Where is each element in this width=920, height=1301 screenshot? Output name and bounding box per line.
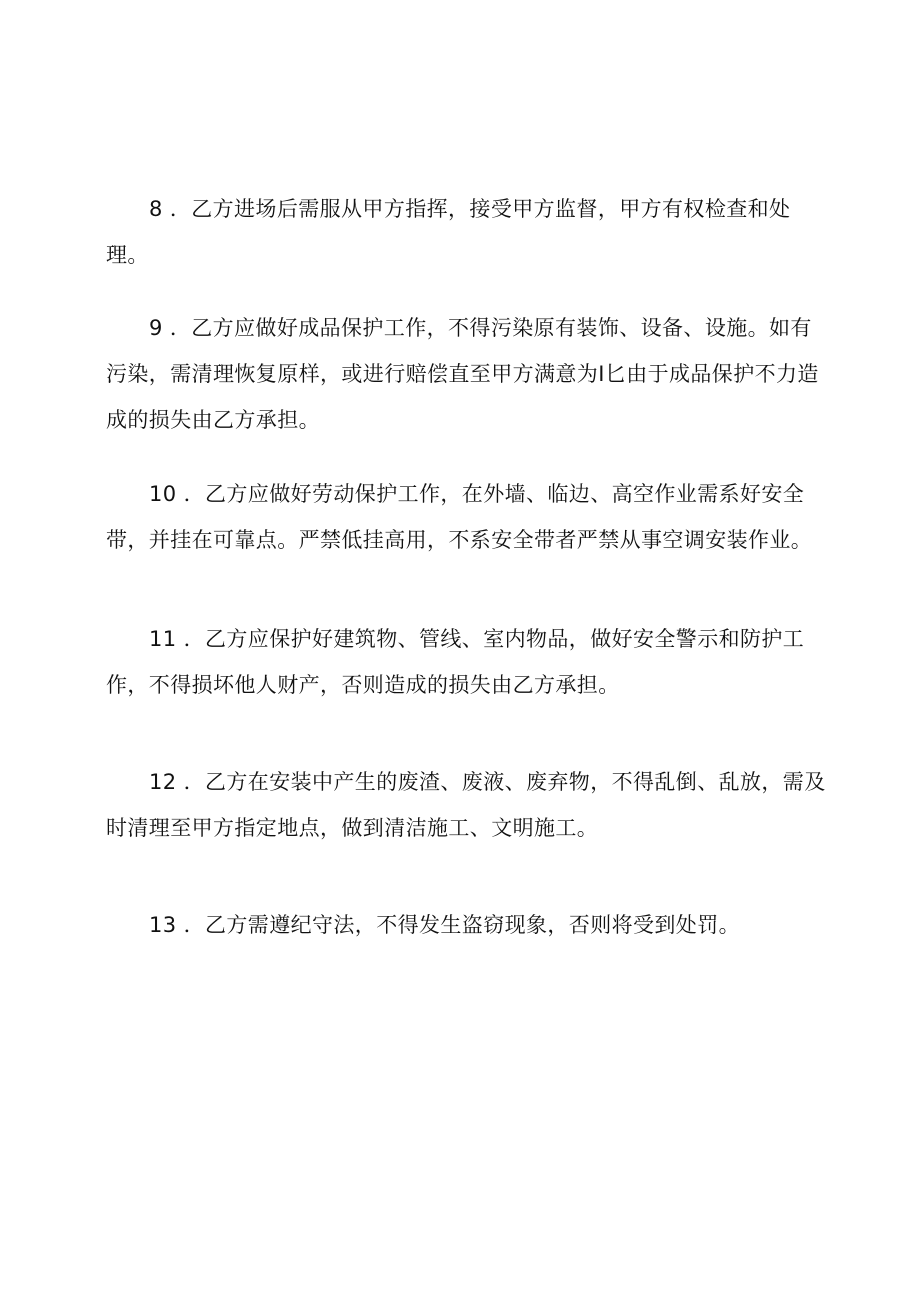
clause-13: 13 ．乙方需遵纪守法，不得发生盗窃现象，否则将受到处罚。: [149, 913, 740, 937]
clause-9: 9 ．乙方应做好成品保护工作，不得污染原有装饰、设备、设施。如有污染，需清理恢复原样，或进行赔偿直至甲方满意为I匕由于成品保护不力造成的损失由乙方承担。: [106, 316, 819, 432]
clause-12: 12 ．乙方在安装中产生的废渣、废液、废弃物，不得乱倒、乱放，需及时清理至甲方指定地点，做到清洁施工、文明施工。: [106, 770, 826, 840]
clause-11: 11 ．乙方应保护好建筑物、管线、室内物品，做好安全警示和防护工作，不得损坏他人财产，否则造成的损失由乙方承担。: [106, 627, 805, 697]
clause-10: 10 ．乙方应做好劳动保护工作，在外墙、临边、高空作业需系好安全带，并挂在可靠点。严禁低挂高用，不系安全带者严禁从事空调安装作业。: [106, 482, 813, 552]
clause-8: 8 ．乙方进场后需服从甲方指挥，接受甲方监督，甲方有权检查和处理。: [106, 197, 791, 267]
